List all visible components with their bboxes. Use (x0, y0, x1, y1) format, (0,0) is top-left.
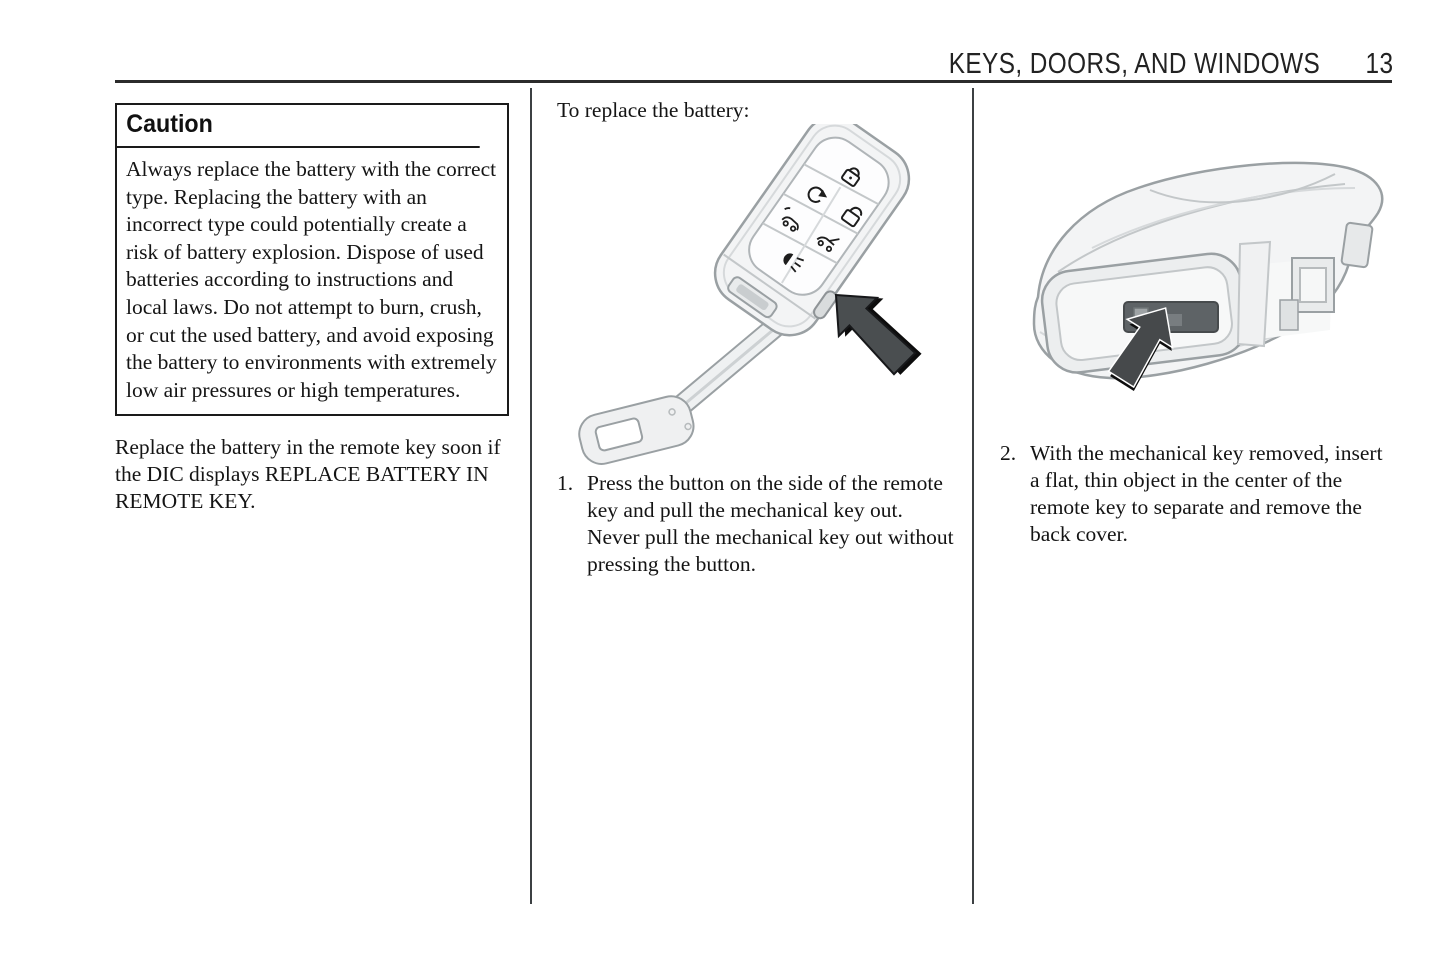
left-column (115, 103, 509, 515)
remote-key-body (703, 124, 925, 350)
caution-title: Caution (117, 105, 480, 148)
step-1-text: Press the button on the side of the remote key and pull the mechanical key out. Never pull the mechanical key out without pressing the button. (587, 471, 954, 576)
step-1 (557, 470, 957, 578)
caution-body: Always replace the battery with the correct type. Replacing the battery with an incorrect type could potentially create a risk of battery explosion. Dispose of used batteries according to instructions and local laws. Do not attempt to burn, crush, or cut the used battery, and avoid exposing the battery to environments with extremely low air pressures or high temperatures. (126, 157, 497, 402)
intro-text: To replace the battery: (557, 98, 750, 122)
battery-replacement-note: Replace the battery in the remote key soon if the DIC displays REPLACE BATTERY IN REMOTE KEY. (115, 435, 501, 514)
chapter-title: KEYS, DOORS, AND WINDOWS (948, 48, 1320, 80)
caution-box (115, 103, 509, 416)
step-1-number: 1. (557, 471, 574, 495)
middle-column (557, 97, 957, 578)
remote-key-back-figure (1000, 132, 1392, 432)
step-2-number: 2. (1000, 441, 1017, 465)
step-2 (1000, 440, 1392, 548)
remote-key-back-illustration (1000, 132, 1392, 432)
page-number: 13 (1365, 48, 1393, 80)
header-rule (115, 80, 1392, 83)
column-divider-right (972, 88, 974, 904)
page-header (948, 48, 1393, 81)
remote-key-front-figure (557, 124, 957, 468)
right-column (1000, 132, 1392, 548)
step-2-text: With the mechanical key removed, insert a flat, thin object in the center of the remote key to separate and remove the back cover. (1030, 441, 1383, 546)
interior-pillar (1238, 242, 1270, 346)
column-divider-left (530, 88, 532, 904)
remote-key-front-illustration (557, 124, 957, 468)
